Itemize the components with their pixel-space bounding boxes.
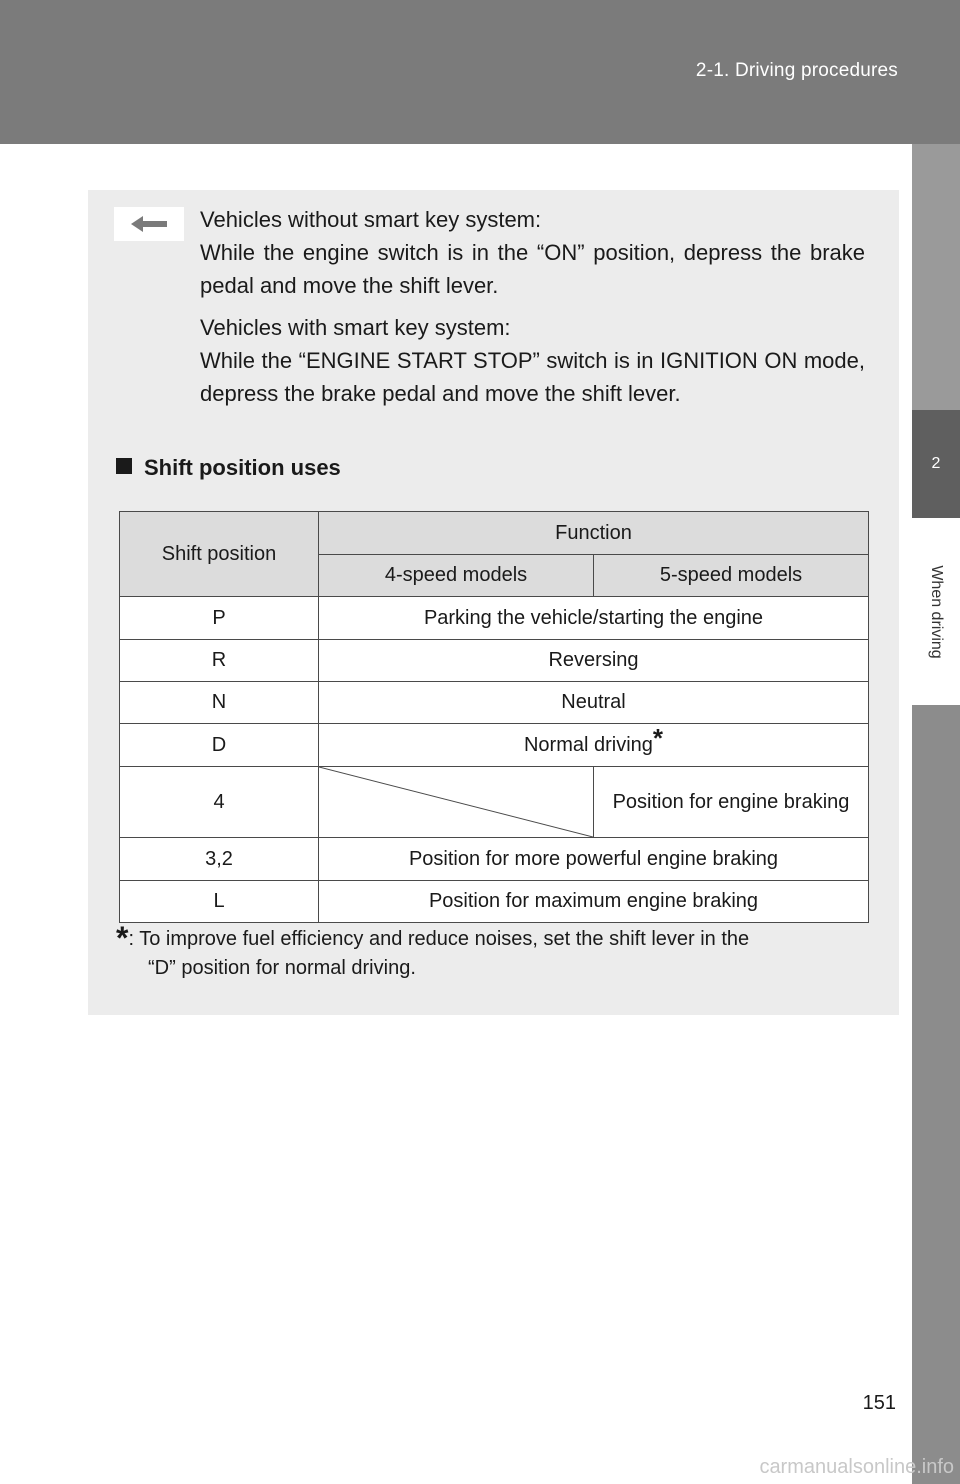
footnote (116, 920, 866, 983)
intro-paragraph-1 (200, 203, 865, 302)
row-function: Parking the vehicle/starting the engine (319, 597, 869, 640)
row-position: R (120, 640, 319, 682)
section-heading (116, 455, 341, 481)
table-row (120, 838, 869, 881)
page-header (0, 0, 960, 144)
intro-p2-text: While the “ENGINE START STOP” switch is in IGNITION ON mode, depress the brake pedal and move the shift lever. (200, 348, 865, 406)
intro-p1-text: While the engine switch is in the “ON” position, depress the brake pedal and move the shift lever. (200, 240, 865, 298)
table-row (120, 767, 869, 838)
table-row (120, 597, 869, 640)
table-row (120, 682, 869, 724)
row-function: Reversing (319, 640, 869, 682)
row-position: L (120, 881, 319, 923)
header-5speed: 5-speed models (594, 555, 869, 597)
not-applicable-cell (319, 767, 594, 838)
footnote-text-cont: “D” position for normal driving. (148, 957, 416, 979)
section-heading-text: Shift position uses (144, 455, 341, 480)
row-function: Neutral (319, 682, 869, 724)
square-bullet-icon (116, 458, 132, 474)
header-shift-position: Shift position (120, 512, 319, 597)
side-tab-section (912, 518, 960, 705)
row-position: P (120, 597, 319, 640)
watermark: carmanualsonline.info (759, 1456, 954, 1478)
row-function: Position for more powerful engine braking (319, 838, 869, 881)
row-position: D (120, 724, 319, 767)
chapter-number: 2 (931, 455, 941, 472)
diagonal-line (319, 767, 593, 837)
side-tab-chapter-number (912, 410, 960, 518)
intro-paragraph-2 (200, 311, 865, 410)
header-function: Function (319, 512, 869, 555)
row-position: 3,2 (120, 838, 319, 881)
side-tab-top (912, 144, 960, 410)
intro-p1-title: Vehicles without smart key system: (200, 207, 542, 232)
shift-position-table (119, 511, 869, 923)
row-function-text: Normal driving (523, 733, 653, 756)
back-arrow-icon (114, 207, 184, 241)
table-row (120, 640, 869, 682)
row-position: N (120, 682, 319, 724)
row-function-5speed: Position for engine braking (594, 767, 869, 838)
header-4speed: 4-speed models (319, 555, 594, 597)
table-header-row (120, 512, 869, 555)
row-function: Position for maximum engine braking (319, 881, 869, 923)
section-title: 2-1. Driving procedures (695, 60, 898, 81)
footnote-star: * (116, 920, 129, 956)
table-row (120, 881, 869, 923)
footnote-text: : To improve fuel efficiency and reduce noises, set the shift lever in the (128, 928, 750, 950)
table-row (120, 724, 869, 767)
side-tab-bottom (912, 705, 960, 1484)
side-tab-section-label: When driving (928, 564, 945, 659)
intro-p2-title: Vehicles with smart key system: (200, 315, 511, 340)
page-number: 151 (862, 1392, 896, 1414)
row-position: 4 (120, 767, 319, 838)
row-function (319, 724, 869, 767)
footnote-mark: * (652, 722, 664, 753)
